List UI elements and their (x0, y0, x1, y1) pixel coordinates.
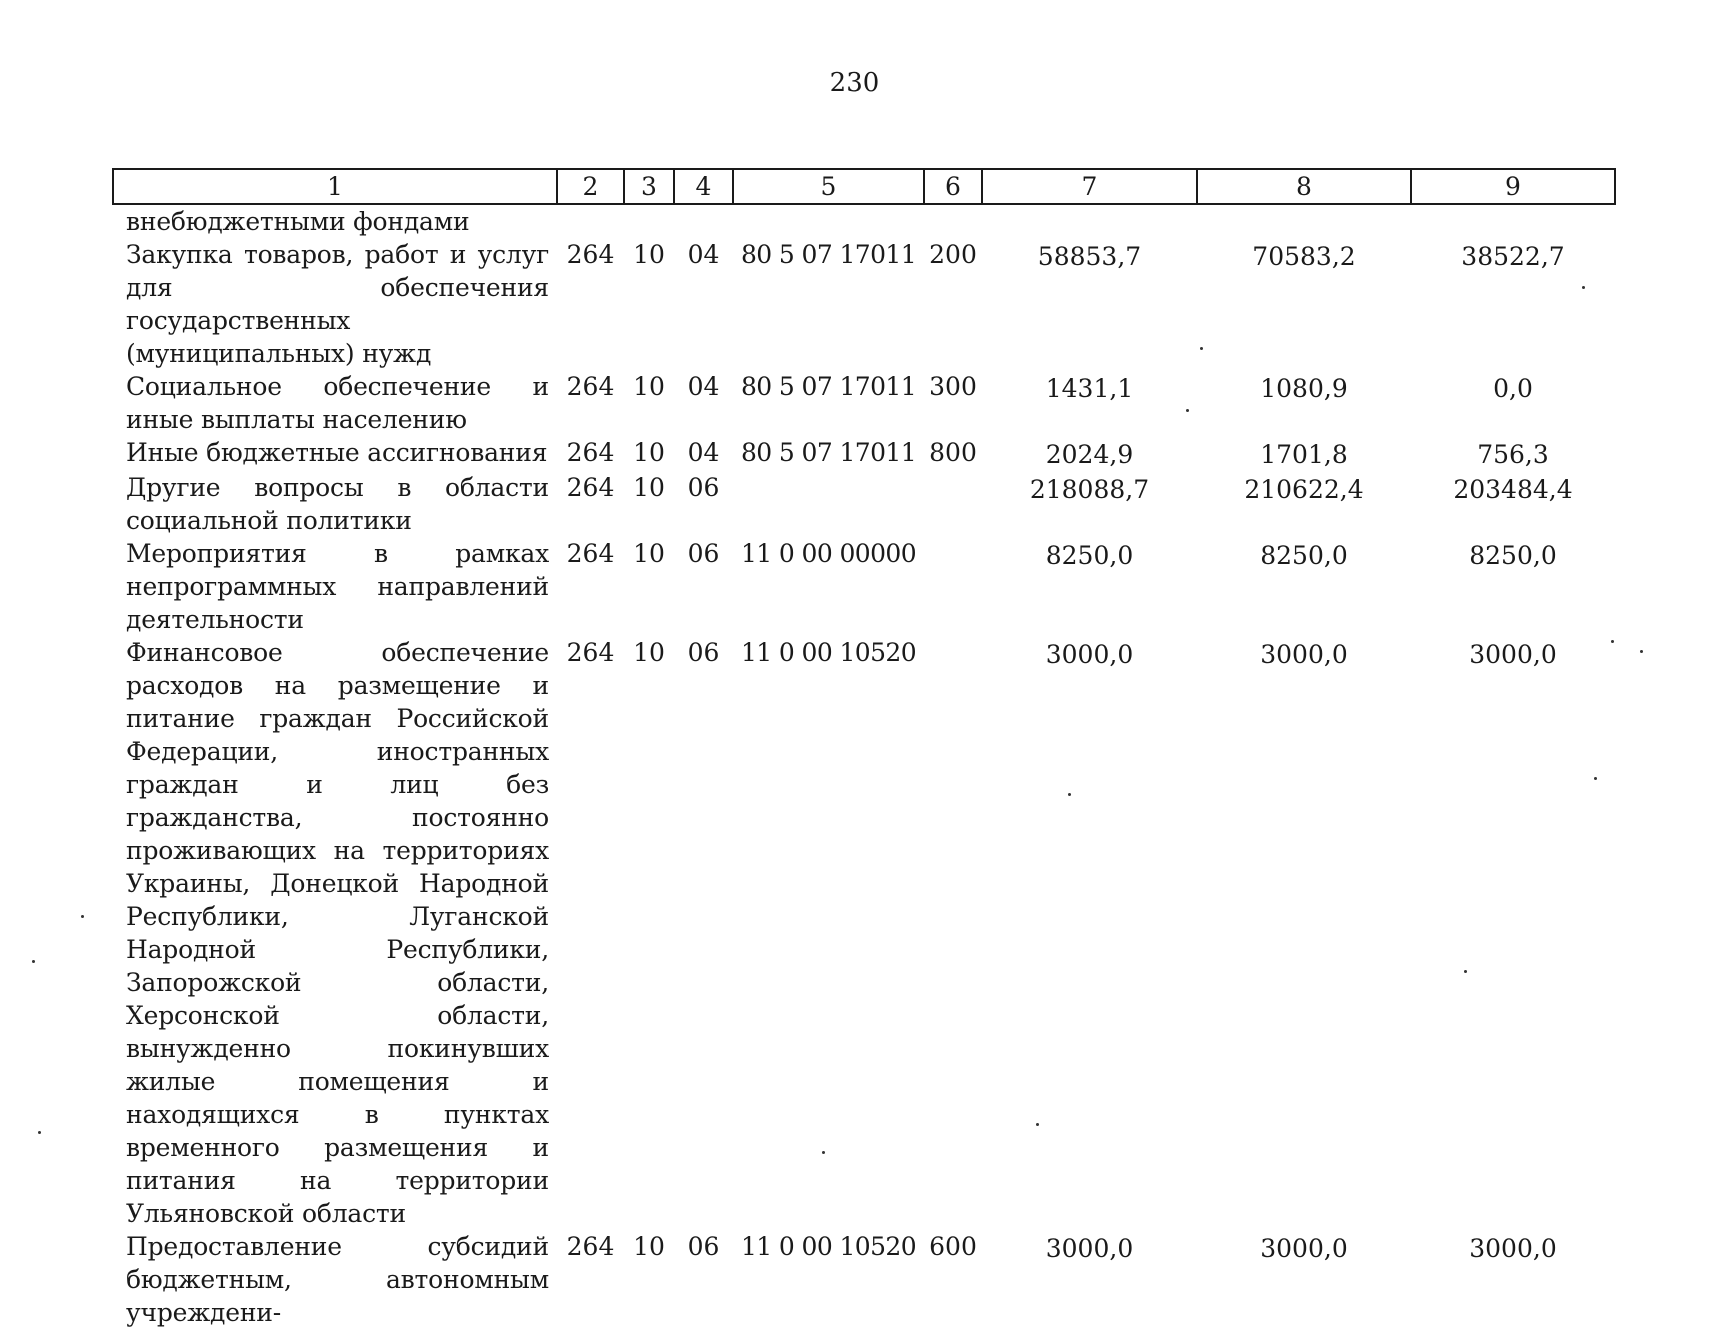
column-header-7: 7 (982, 169, 1197, 204)
table-row (113, 370, 1615, 436)
scan-speck (822, 1151, 825, 1154)
column-header-1: 1 (113, 169, 557, 204)
expense-type-cell: 300 (929, 372, 977, 401)
expense-type-cell (924, 204, 982, 238)
scan-speck (38, 1131, 41, 1134)
scan-speck (1200, 347, 1203, 350)
value-col7-cell: 1431,1 (1045, 374, 1134, 403)
gl-admin-cell: 264 (566, 473, 615, 502)
expense-type-cell (924, 537, 982, 636)
table-body (113, 204, 1615, 1329)
row-name-cell: внебюджетными фондами (126, 207, 470, 236)
subsection-cell: 04 (687, 240, 720, 269)
table-row (113, 436, 1615, 471)
scan-speck (1036, 1123, 1039, 1126)
row-name-cell: Другие вопросы в области социальной политики (126, 473, 549, 535)
scan-speck (1068, 793, 1071, 796)
subsection-cell: 06 (687, 638, 720, 667)
value-col8-cell: 1701,8 (1260, 440, 1348, 469)
gl-admin-cell (557, 204, 624, 238)
row-name-cell: Мероприятия в рамках непрограммных направлений деятельности (126, 539, 549, 634)
row-name-cell: Социальное обеспечение и иные выплаты населению (126, 372, 549, 434)
subsection-cell: 06 (687, 473, 720, 502)
section-cell: 10 (633, 638, 665, 667)
value-col9-cell: 756,3 (1477, 440, 1549, 469)
value-col7-cell: 3000,0 (1045, 1234, 1134, 1263)
value-col7-cell (982, 204, 1197, 238)
column-header-6: 6 (924, 169, 982, 204)
scan-speck (1640, 650, 1643, 653)
target-article-cell: 80 5 07 17011 (740, 438, 917, 467)
row-name-cell: Финансовое обеспечение расходов на размещение и питание граждан Российской Федерации, иностранных граждан и лиц без гражданства, постоянно проживающих на территориях Украины, Донецкой Народной Республики, Луганской Народной Республики, Запорожской области, Херсонской области, вынужденно покинувших жилые помещения и находящихся в пунктах временного размещения и питания на территории Ульяновской области (126, 638, 549, 1228)
scan-speck (1186, 409, 1189, 412)
value-col7-cell: 218088,7 (1029, 475, 1150, 504)
section-cell: 10 (633, 372, 665, 401)
table-row (113, 636, 1615, 1230)
subsection-cell: 06 (687, 539, 720, 568)
target-article-cell: 80 5 07 17011 (740, 372, 917, 401)
target-article-cell: 11 0 00 10520 (740, 1232, 917, 1261)
table-row (113, 471, 1615, 537)
expense-type-cell: 800 (929, 438, 977, 467)
section-cell: 10 (633, 438, 665, 467)
value-col8-cell (1197, 204, 1411, 238)
gl-admin-cell: 264 (566, 638, 615, 667)
section-cell: 10 (633, 1232, 665, 1261)
value-col9-cell: 38522,7 (1461, 242, 1565, 271)
gl-admin-cell: 264 (566, 539, 615, 568)
table-row (113, 1230, 1615, 1329)
section-cell: 10 (633, 240, 665, 269)
section-cell: 10 (633, 539, 665, 568)
value-col8-cell: 3000,0 (1260, 1234, 1348, 1263)
scan-speck (1594, 777, 1597, 780)
value-col9-cell (1411, 204, 1615, 238)
value-col7-cell: 8250,0 (1045, 541, 1134, 570)
value-col9-cell: 0,0 (1493, 374, 1533, 403)
column-header-3: 3 (624, 169, 674, 204)
expense-type-cell: 600 (929, 1232, 977, 1261)
column-header-9: 9 (1411, 169, 1615, 204)
value-col7-cell: 58853,7 (1037, 242, 1142, 271)
value-col7-cell: 3000,0 (1045, 640, 1134, 669)
value-col8-cell: 210622,4 (1244, 475, 1364, 504)
gl-admin-cell: 264 (566, 1232, 615, 1261)
expense-type-cell: 200 (929, 240, 977, 269)
subsection-cell: 04 (687, 372, 720, 401)
gl-admin-cell: 264 (566, 438, 615, 467)
target-article-cell: 11 0 00 10520 (740, 638, 917, 667)
scan-speck (1582, 286, 1585, 289)
value-col8-cell: 70583,2 (1252, 242, 1356, 271)
scan-speck (81, 915, 84, 918)
gl-admin-cell: 264 (566, 372, 615, 401)
scan-speck (1464, 970, 1467, 973)
column-header-8: 8 (1197, 169, 1411, 204)
value-col8-cell: 3000,0 (1260, 640, 1348, 669)
target-article-cell: 11 0 00 00000 (740, 539, 917, 568)
gl-admin-cell: 264 (566, 240, 615, 269)
expense-type-cell (924, 636, 982, 1230)
row-name-cell: Иные бюджетные ассигнования (126, 438, 548, 467)
value-col7-cell: 2024,9 (1045, 440, 1134, 469)
value-col8-cell: 8250,0 (1260, 541, 1348, 570)
section-cell: 10 (633, 473, 665, 502)
column-header-2: 2 (557, 169, 624, 204)
value-col8-cell: 1080,9 (1260, 374, 1348, 403)
subsection-cell: 06 (687, 1232, 720, 1261)
table-row (113, 238, 1615, 370)
scan-speck (32, 960, 35, 963)
value-col9-cell: 8250,0 (1469, 541, 1557, 570)
target-article-cell (733, 204, 924, 238)
scan-speck (1611, 640, 1614, 643)
value-col9-cell: 3000,0 (1469, 1234, 1557, 1263)
subsection-cell (674, 204, 733, 238)
value-col9-cell: 203484,4 (1453, 475, 1573, 504)
column-header-5: 5 (733, 169, 924, 204)
expense-type-cell (924, 471, 982, 537)
target-article-cell: 80 5 07 17011 (740, 240, 917, 269)
target-article-cell (733, 471, 924, 537)
subsection-cell: 04 (687, 438, 720, 467)
row-name-cell: Предоставление субсидий бюджетным, автономным учреждени- (126, 1232, 549, 1327)
row-name-cell: Закупка товаров, работ и услуг для обеспечения государственных (муниципальных) нужд (126, 240, 549, 368)
budget-table (112, 168, 1616, 1329)
page-number: 230 (829, 68, 880, 98)
table-row (113, 204, 1615, 238)
table-row (113, 537, 1615, 636)
column-header-4: 4 (674, 169, 733, 204)
value-col9-cell: 3000,0 (1469, 640, 1557, 669)
section-cell (624, 204, 674, 238)
table-header-row (113, 169, 1615, 204)
